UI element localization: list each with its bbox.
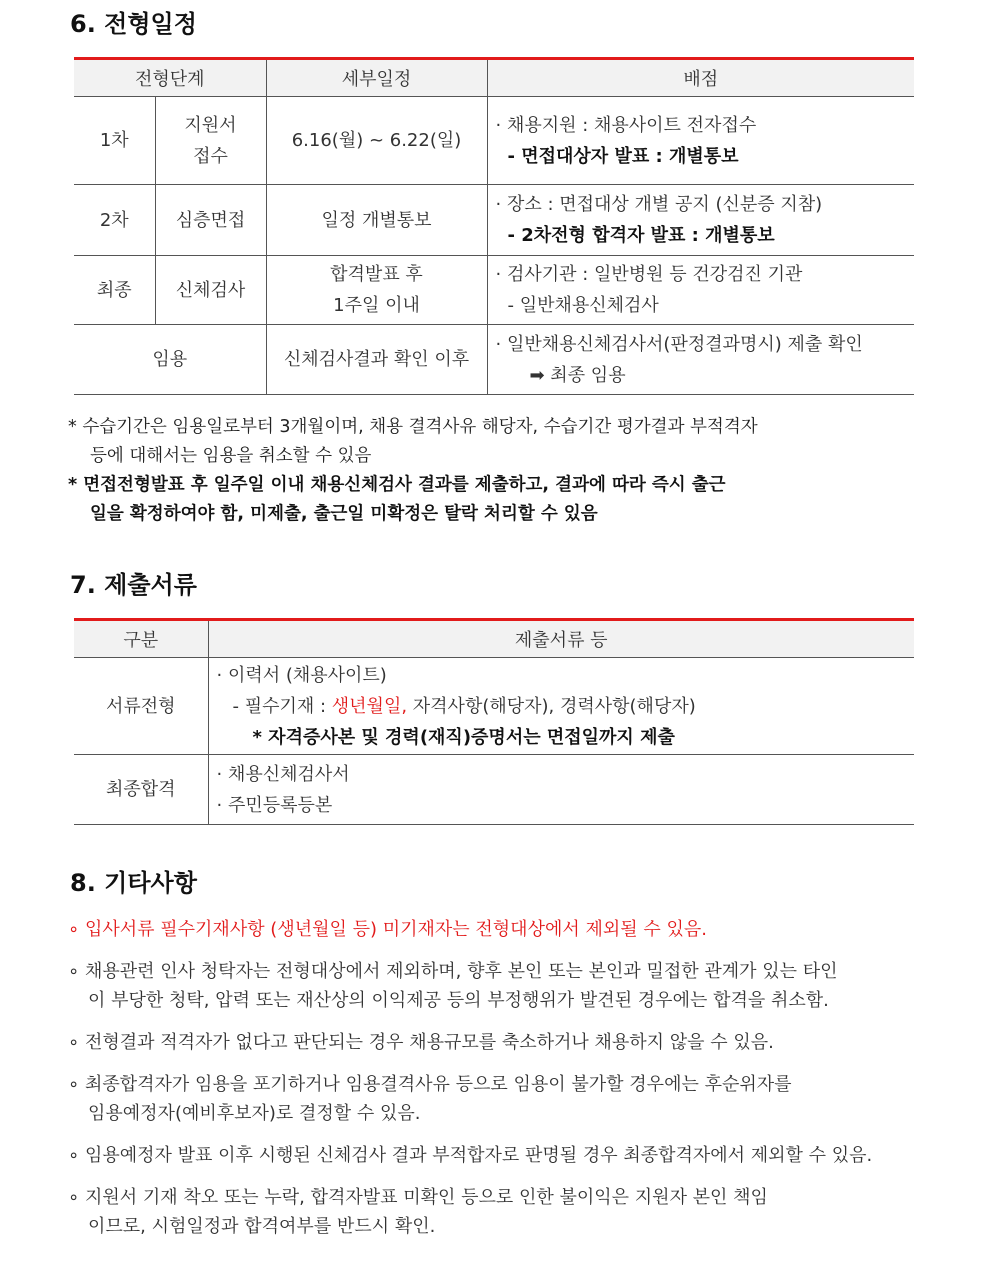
list-item: ∘ 입사서류 필수기재사항 (생년월일 등) 미기재자는 전형대상에서 제외될 수 있음. bbox=[68, 919, 707, 940]
table-row bbox=[74, 658, 914, 755]
table-row bbox=[74, 97, 914, 185]
table-row bbox=[74, 256, 914, 325]
detail-cell: · 장소 : 면접대상 개별 공지 (신분증 지참) - 2차전형 합격자 발표 : 개별통보 bbox=[487, 185, 914, 256]
list-item-cont: 이 부당한 청탁, 압력 또는 재산상의 이익제공 등의 부정행위가 발견된 경우에는 합격을 취소함. bbox=[88, 990, 829, 1011]
detail-cell: · 채용지원 : 채용사이트 전자접수 - 면접대상자 발표 : 개별통보 bbox=[487, 97, 914, 185]
documents-cell: · 이력서 (채용사이트) - 필수기재 : 생년월일, 자격사항(해당자), 경력사항(해당자) * 자격증사본 및 경력(재직)증명서는 면접일까지 제출 bbox=[208, 658, 914, 755]
note-1-cont: 등에 대해서는 임용을 취소할 수 있음 bbox=[90, 446, 372, 466]
list-item: ∘ 임용예정자 발표 이후 시행된 신체검사 결과 부적합자로 판명될 경우 최종합격자에서 제외할 수 있음. bbox=[68, 1145, 873, 1166]
table-row bbox=[74, 755, 914, 825]
table-row bbox=[74, 185, 914, 256]
section-8-title: 8. 기타사항 bbox=[70, 869, 197, 897]
section-7-title: 7. 제출서류 bbox=[70, 571, 197, 599]
date-cell: 신체검사결과 확인 이후 bbox=[266, 325, 487, 395]
schedule-table bbox=[74, 57, 914, 395]
documents-cell: · 채용신체검사서 · 주민등록등본 bbox=[208, 755, 914, 825]
header-detail: 세부일정 bbox=[266, 59, 487, 97]
list-item: ∘ 전형결과 적격자가 없다고 판단되는 경우 채용규모를 축소하거나 채용하지 않을 수 있음. bbox=[68, 1032, 774, 1053]
date-cell: 6.16(월) ~ 6.22(일) bbox=[266, 97, 487, 185]
note-1: * 수습기간은 임용일로부터 3개월이며, 채용 결격사유 해당자, 수습기간 평가결과 부적격자 bbox=[68, 417, 758, 437]
header-documents: 제출서류 등 bbox=[208, 620, 914, 658]
list-item: ∘ 최종합격자가 임용을 포기하거나 임용결격사유 등으로 임용이 불가할 경우에는 후순위자를 bbox=[68, 1074, 792, 1095]
list-item: ∘ 지원서 기재 착오 또는 누락, 합격자발표 미확인 등으로 인한 불이익은 지원자 본인 책임 bbox=[68, 1187, 768, 1208]
schedule-notes bbox=[68, 413, 918, 529]
stage-cell: 1차 bbox=[74, 97, 155, 185]
note-2: * 면접전형발표 후 일주일 이내 채용신체검사 결과를 제출하고, 결과에 따라 즉시 출근 bbox=[68, 475, 726, 495]
date-cell: 일정 개별통보 bbox=[266, 185, 487, 256]
list-item-cont: 임용예정자(예비후보자)로 결정할 수 있음. bbox=[88, 1103, 421, 1124]
sub-stage-cell: 지원서 접수 bbox=[155, 97, 266, 185]
sub-stage-cell: 심층면접 bbox=[155, 185, 266, 256]
list-item: ∘ 채용관련 인사 청탁자는 전형대상에서 제외하며, 향후 본인 또는 본인과 밀접한 관계가 있는 타인 bbox=[68, 961, 838, 982]
stage-cell: 임용 bbox=[74, 325, 266, 395]
section-6-title: 6. 전형일정 bbox=[70, 10, 197, 38]
documents-table bbox=[74, 618, 914, 825]
category-cell: 서류전형 bbox=[74, 658, 208, 755]
header-stage: 전형단계 bbox=[74, 59, 266, 97]
list-item-cont: 이므로, 시험일정과 합격여부를 반드시 확인. bbox=[88, 1216, 436, 1237]
header-score: 배점 bbox=[487, 59, 914, 97]
detail-cell: · 일반채용신체검사서(판정결과명시) 제출 확인 ➡ 최종 임용 bbox=[487, 325, 914, 395]
stage-cell: 2차 bbox=[74, 185, 155, 256]
table-row bbox=[74, 325, 914, 395]
header-category: 구분 bbox=[74, 620, 208, 658]
stage-cell: 최종 bbox=[74, 256, 155, 325]
detail-cell: · 검사기관 : 일반병원 등 건강검진 기관 - 일반채용신체검사 bbox=[487, 256, 914, 325]
category-cell: 최종합격 bbox=[74, 755, 208, 825]
note-2-cont: 일을 확정하여야 함, 미제출, 출근일 미확정은 탈락 처리할 수 있음 bbox=[90, 504, 598, 524]
date-cell: 합격발표 후 1주일 이내 bbox=[266, 256, 487, 325]
other-notes bbox=[68, 915, 920, 1241]
sub-stage-cell: 신체검사 bbox=[155, 256, 266, 325]
